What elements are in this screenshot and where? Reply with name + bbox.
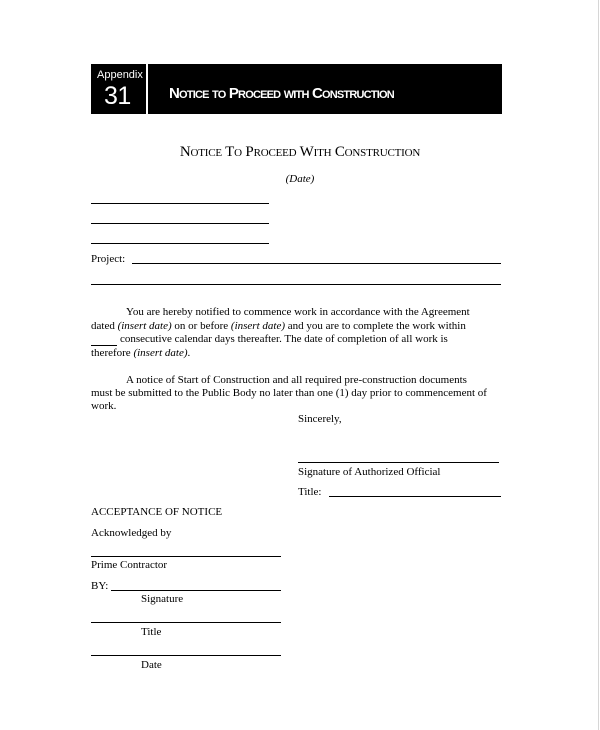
date-label: (Date): [285, 173, 315, 185]
appendix-number: 31: [104, 82, 131, 110]
signature-label: Signature: [141, 593, 184, 605]
paragraph1-line4: therefore (insert date).: [91, 347, 191, 359]
banner-title: Notice to Proceed with Construction: [169, 85, 394, 102]
document-title: Notice To Proceed With Construction: [179, 144, 421, 160]
official-signature-line: [298, 462, 499, 463]
official-title-label: Title:: [298, 486, 322, 498]
days-blank-line: [91, 345, 117, 346]
date-line: [91, 655, 281, 656]
paragraph2-line1: A notice of Start of Construction and all required pre-construction documents: [126, 374, 467, 386]
prime-contractor-label: Prime Contractor: [91, 559, 168, 571]
address-line-2: [91, 223, 269, 224]
address-line-3: [91, 243, 269, 244]
acceptance-heading: ACCEPTANCE OF NOTICE: [91, 506, 223, 518]
by-line: [111, 590, 281, 591]
project-label: Project:: [91, 253, 126, 265]
title-label: Title: [141, 626, 162, 638]
date-signed-label: Date: [141, 659, 162, 671]
appendix-box: [91, 64, 148, 114]
official-signature-label: Signature of Authorized Official: [298, 466, 441, 478]
project-line-2: [91, 284, 501, 285]
by-label: BY:: [91, 580, 109, 592]
paragraph1-line3: consecutive calendar days thereafter. The date of completion of all work is: [120, 333, 448, 345]
header-banner: [91, 64, 502, 114]
acknowledged-by-label: Acknowledged by: [91, 527, 172, 539]
closing-text: Sincerely,: [298, 413, 342, 425]
address-line-1: [91, 203, 269, 204]
paragraph1-line1: You are hereby notified to commence work in accordance with the Agreement: [126, 306, 470, 318]
official-title-line: [329, 496, 501, 497]
contractor-line: [91, 556, 281, 557]
paragraph2-line3: work.: [91, 400, 117, 412]
paragraph1-line2: dated (insert date) on or before (insert date) and you are to complete the work within: [91, 320, 466, 332]
appendix-label: Appendix: [97, 69, 143, 81]
title-line: [91, 622, 281, 623]
paragraph2-line2: must be submitted to the Public Body no later than one (1) day prior to commencement of: [91, 387, 487, 399]
project-line: [132, 263, 501, 264]
